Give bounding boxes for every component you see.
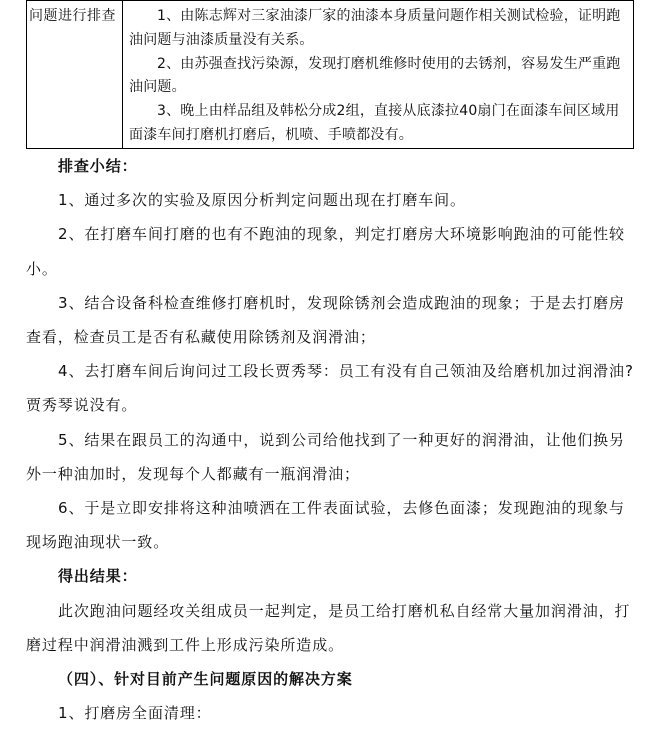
table-item-2: 2、由苏强查找污染源，发现打磨机维修时使用的去锈剂，容易发生严重跑油问题。 bbox=[129, 55, 621, 96]
table-label-cell: 问题进行排查 bbox=[27, 1, 123, 149]
summary-item-1: 1、通过多次的实验及原因分析判定问题出现在打磨车间。 bbox=[58, 191, 466, 210]
summary-item-5: 5、结果在跟员工的沟通中，说到公司给他找到了一种更好的润滑油，让他们换另外一种油加时，发现每个人都藏有一瓶润滑油； bbox=[26, 430, 625, 483]
summary-item-2: 2、在打磨车间打磨的也有不跑油的现象，判定打磨房大环境影响跑油的可能性较小。 bbox=[26, 225, 625, 278]
table-item-3: 3、晚上由样品组及韩松分成2组，直接从底漆拉40扇门在面漆车间区域用面漆车间打磨机打磨后，机喷、手喷都没有。 bbox=[129, 103, 620, 143]
investigation-table bbox=[26, 0, 634, 149]
table-content-cell bbox=[123, 1, 634, 149]
result-text: 此次跑油问题经攻关组成员一起判定，是员工给打磨机私自经常大量加润滑油，打磨过程中润滑油溅到工件上形成污染所造成。 bbox=[26, 601, 631, 654]
section-heading: （四）、针对目前产生问题原因的解决方案 bbox=[58, 670, 353, 689]
summary-heading: 排查小结： bbox=[58, 157, 138, 175]
section-first-item: 1、打磨房全面清理： bbox=[58, 704, 212, 723]
table-item-1: 1、由陈志辉对三家油漆厂家的油漆本身质量问题作相关测试检验，证明跑油问题与油漆质量没有关系。 bbox=[129, 8, 621, 48]
document-body bbox=[26, 149, 636, 730]
summary-item-6: 6、于是立即安排将这种油喷洒在工件表面试验，去修色面漆；发现跑油的现象与现场跑油现状一致。 bbox=[26, 499, 625, 552]
summary-item-3: 3、结合设备科检查维修打磨机时，发现除锈剂会造成跑油的现象；于是去打磨房查看，检查员工是否有私藏使用除锈剂及润滑油； bbox=[26, 293, 625, 347]
table-row bbox=[27, 1, 634, 149]
result-heading: 得出结果： bbox=[58, 567, 138, 586]
summary-item-4: 4、去打磨车间后询问过工段长贾秀琴：员工有没有自己领油及给磨机加过润滑油?贾秀琴说没有。 bbox=[26, 362, 634, 415]
